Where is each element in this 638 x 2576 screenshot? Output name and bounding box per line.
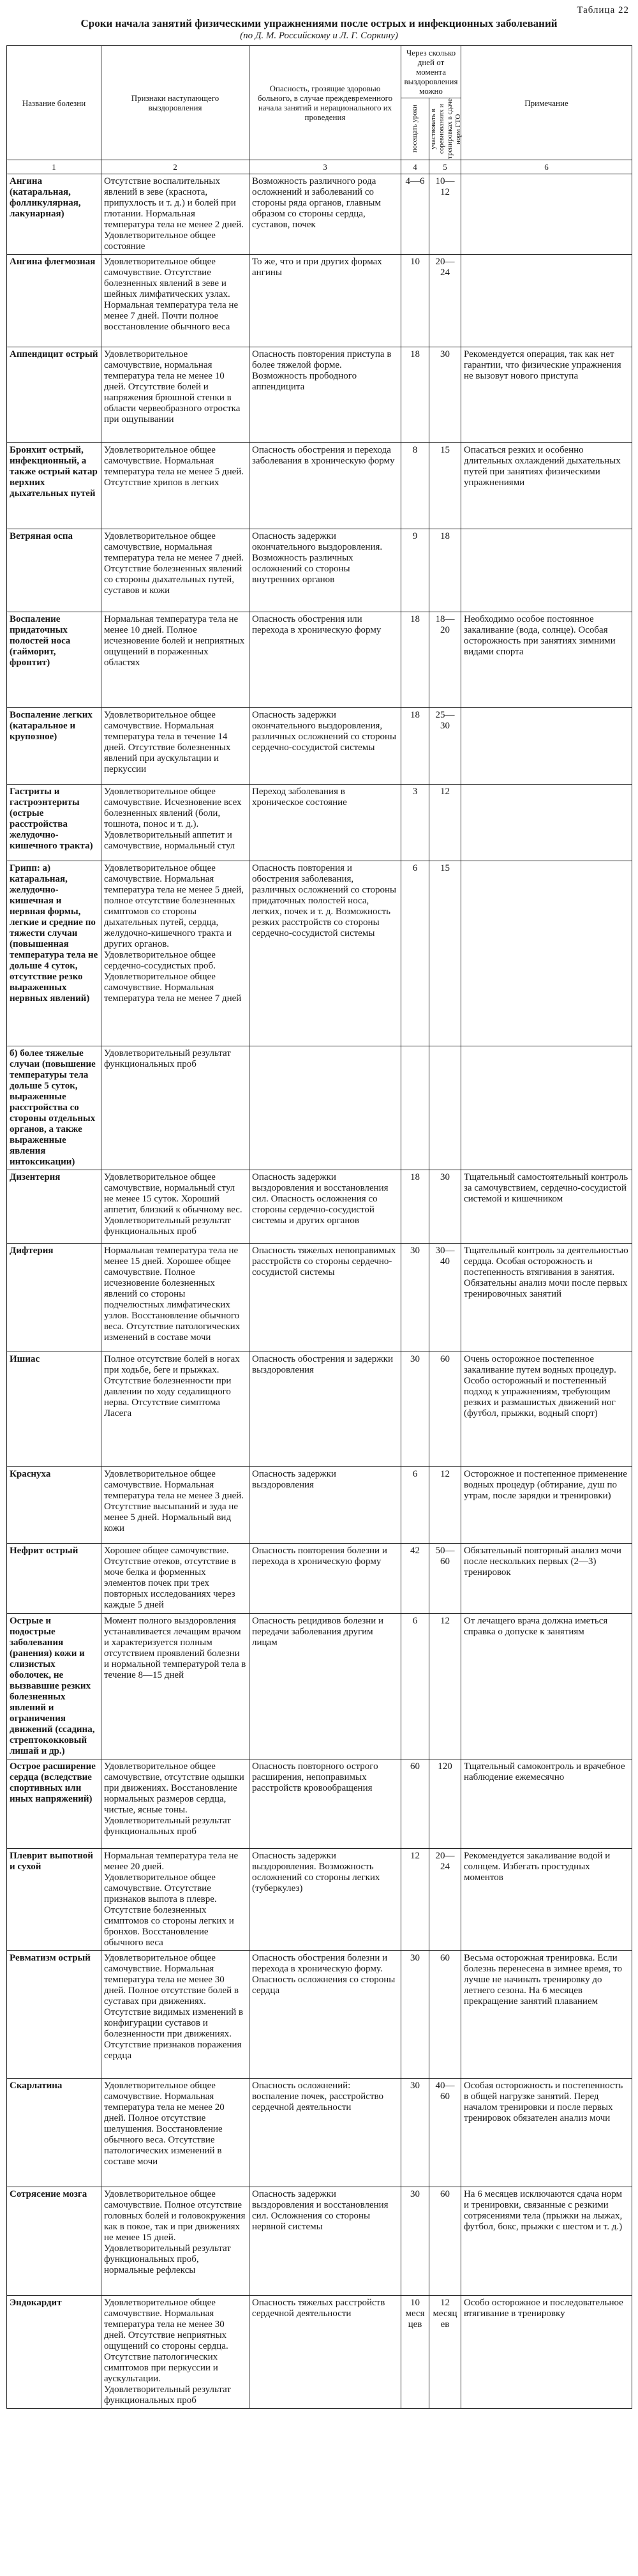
notes: Осторожное и постепенное применение водных процедур (обтирание, душ по утрам, после зарядки и тренировки) [461, 1467, 632, 1544]
table-row [7, 1951, 632, 2079]
days-competitions: 12 [429, 785, 461, 861]
recovery-table [6, 45, 632, 2409]
notes: Рекомендуется операция, так как нет гарантии, что физические упражнения не вызовут нового приступа [461, 347, 632, 443]
disease-name: Аппендицит острый [7, 347, 101, 443]
dangers: Опасность обострения болезни и перехода в хроническую форму. Опасность осложнения со стороны сердца [249, 1951, 401, 2079]
days-lessons: 18 [401, 347, 429, 443]
table-row [7, 443, 632, 529]
days-competitions: 30 [429, 1170, 461, 1244]
header-dangers: Опасность, грозящие здоровью больного, в случае преждевременного начала занятий и нерационального их проведения [249, 46, 401, 160]
dangers: Переход заболевания в хроническое состояние [249, 785, 401, 861]
table-row [7, 2296, 632, 2409]
days-competitions: 30—40 [429, 1244, 461, 1352]
days-competitions: 10—12 [429, 174, 461, 255]
column-number-row [7, 160, 632, 174]
table-label: Таблица 22 [577, 5, 629, 15]
recovery-signs: Удовлетворительное общее самочувствие. Нормальная температура тела не менее 20 дней. Полное отсутствие шелушения. Восстановление обычного веса. Отсутствие патологических изменений в составе мочи [101, 2079, 249, 2187]
days-competitions: 50—60 [429, 1544, 461, 1614]
header-days-group: Через сколько дней от момента выздоровления можно [401, 46, 461, 98]
recovery-signs: Удовлетворительное общее самочувствие, нормальный стул не менее 15 суток. Хороший аппетит, близкий к обычному вес. Удовлетворительный результат функциональных проб [101, 1170, 249, 1244]
recovery-signs: Удовлетворительное общее самочувствие. Исчезновение всех болезненных явлений (боли, тошнота, понос и т. д.). Удовлетворительный аппетит и самочувствие, нормальный стул [101, 785, 249, 861]
table-row [7, 1759, 632, 1849]
table-row [7, 1352, 632, 1467]
days-lessons: 18 [401, 1170, 429, 1244]
recovery-signs: Нормальная температура тела не менее 15 дней. Хорошее общее самочувствие. Полное исчезновение болезненных явлений со стороны подчелюстных лимфатических узлов. Восстановление обычного веса. Отсутствие патологических изменений в составе мочи [101, 1244, 249, 1352]
days-competitions: 18—20 [429, 612, 461, 708]
days-lessons: 8 [401, 443, 429, 529]
notes: Необходимо особое постоянное закаливание (вода, солнце). Особая осторожность при занятиях зимними видами спорта [461, 612, 632, 708]
days-lessons: 12 [401, 1849, 429, 1951]
dangers: Опасность повторения болезни и перехода в хроническую форму [249, 1544, 401, 1614]
recovery-signs: Полное отсутствие болей в ногах при ходьбе, беге и прыжках. Отсутствие болезненности при давлении по ходу седалищного нерва. Отсутствие симптома Ласега [101, 1352, 249, 1467]
days-competitions: 15 [429, 443, 461, 529]
days-lessons: 30 [401, 1244, 429, 1352]
disease-name: Ангина (катаральная, фолликулярная, лакунарная) [7, 174, 101, 255]
days-competitions: 30 [429, 347, 461, 443]
recovery-signs: Удовлетворительное общее самочувствие. Нормальная температура тела не менее 3 дней. Отсутствие высыпаний и зуда не менее 5 дней. Нормальный вид кожи [101, 1467, 249, 1544]
days-competitions: 12 месяцев [429, 2296, 461, 2409]
dangers: Опасность тяжелых расстройств сердечной деятельности [249, 2296, 401, 2409]
recovery-signs: Удовлетворительное самочувствие, нормальная температура тела не менее 10 дней. Отсутствие болей и напряжения брюшной стенки в области червеобразного отростка при ощупывании [101, 347, 249, 443]
disease-name: Краснуха [7, 1467, 101, 1544]
page-subtitle: (по Д. М. Российскому и Л. Г. Соркину) [240, 31, 398, 41]
recovery-signs: Удовлетворительное общее самочувствие. Полное отсутствие головных болей и головокружения как в покое, так и при движениях не менее 15 дней. Удовлетворительный результат функциональных проб, нормальные рефлексы [101, 2187, 249, 2296]
days-competitions: 20—24 [429, 255, 461, 347]
table-row [7, 612, 632, 708]
header-competitions [429, 98, 461, 160]
table-row [7, 2187, 632, 2296]
days-lessons: 10 [401, 255, 429, 347]
header-attend-lessons [401, 98, 429, 160]
notes [461, 708, 632, 785]
disease-name: б) более тяжелые случаи (повышение температуры тела дольше 5 суток, выраженные расстройства со стороны отдельных органов, а также выраженные явления интоксикации) [7, 1046, 101, 1170]
table-row [7, 785, 632, 861]
dangers: Опасность рецидивов болезни и передачи заболевания другим лицам [249, 1614, 401, 1759]
table-row [7, 174, 632, 255]
table-row [7, 861, 632, 1046]
days-lessons: 6 [401, 1467, 429, 1544]
recovery-signs: Нормальная температура тела не менее 10 дней. Полное исчезновение болей и неприятных ощущений в пораженных областях [101, 612, 249, 708]
days-lessons [401, 1046, 429, 1170]
days-lessons: 18 [401, 708, 429, 785]
recovery-signs: Удовлетворительное общее самочувствие. Нормальная температура тела не менее 5 дней. Отсутствие хрипов в легких [101, 443, 249, 529]
days-competitions: 60 [429, 2187, 461, 2296]
disease-name: Эндокардит [7, 2296, 101, 2409]
recovery-signs: Удовлетворительное общее самочувствие, отсутствие одышки при движениях. Восстановление нормальных размеров сердца, чистые, ясные тоны. Удовлетворительный результат функциональных проб [101, 1759, 249, 1849]
days-competitions: 25—30 [429, 708, 461, 785]
header-notes: Примечание [461, 46, 632, 160]
dangers: Опасность осложнений: воспаление почек, расстройство сердечной деятельности [249, 2079, 401, 2187]
recovery-signs: Момент полного выздоровления устанавливается лечащим врачом и характеризуется полным отсутствием проявлений болезни и нормальной температурой тела в течение 8—15 дней [101, 1614, 249, 1759]
notes [461, 174, 632, 255]
disease-name: Ревматизм острый [7, 1951, 101, 2079]
recovery-signs: Отсутствие воспалительных явлений в зеве (краснота, припухлость и т. д.) и болей при глотании. Нормальная температура тела не менее 2 дней. Удовлетворительное общее состояние [101, 174, 249, 255]
disease-name: Ангина флегмозная [7, 255, 101, 347]
notes: На 6 месяцев исключаются сдача норм и тренировки, связанные с резкими сотрясениями тела (прыжки на лыжах, футбол, бокс, прыжки с шестом и т. д.) [461, 2187, 632, 2296]
days-competitions: 12 [429, 1467, 461, 1544]
days-lessons: 6 [401, 1614, 429, 1759]
header-competitions-text: участвовать в соревнованиях и тренировках в сдаче норм ГТО [429, 98, 462, 160]
days-lessons: 9 [401, 529, 429, 612]
days-lessons: 30 [401, 1352, 429, 1467]
dangers: Опасность обострения и задержки выздоровления [249, 1352, 401, 1467]
dangers: Опасность задержки окончательного выздоровления, различных осложнений со стороны сердечно-сосудистой системы [249, 708, 401, 785]
days-competitions: 40—60 [429, 2079, 461, 2187]
disease-name: Бронхит острый, инфекционный, а также острый катар верхних дыхательных путей [7, 443, 101, 529]
notes: Особо осторожное и последовательное втягивание в тренировку [461, 2296, 632, 2409]
table-row [7, 347, 632, 443]
days-competitions: 60 [429, 1352, 461, 1467]
page-title: Сроки начала занятий физическими упражнениями после острых и инфекционных заболеваний [80, 17, 558, 29]
column-number: 4 [401, 160, 429, 174]
recovery-signs: Удовлетворительное общее самочувствие. Нормальная температура тела не менее 5 дней, полное отсутствие болезненных симптомов со стороны дыхательных путей, сердца, желудочно-кишечного тракта и других органов. Удовлетворительное общее сердечно-сосудистых проб. Удовлетворительное общее самочувствие. Нормальная температура тела не менее 7 дней [101, 861, 249, 1046]
disease-name: Нефрит острый [7, 1544, 101, 1614]
notes: Очень осторожное постепенное закаливание путем водных процедур. Особо осторожный и постепенный подход к упражнениям, требующим резких и размашистых движений ног (футбол, прыжки, водный спорт) [461, 1352, 632, 1467]
disease-name: Плеврит выпотной и сухой [7, 1849, 101, 1951]
recovery-signs: Удовлетворительное общее самочувствие. Отсутствие болезненных явлений в зеве и шейных лимфатических узлах. Нормальная температура тела не менее 7 дней. Почти полное восстановление обычного веса [101, 255, 249, 347]
column-number: 3 [249, 160, 401, 174]
days-lessons: 60 [401, 1759, 429, 1849]
days-lessons: 3 [401, 785, 429, 861]
disease-name: Воспаление придаточных полостей носа (гайморит, фронтит) [7, 612, 101, 708]
column-number: 1 [7, 160, 101, 174]
days-competitions: 120 [429, 1759, 461, 1849]
notes [461, 255, 632, 347]
days-lessons: 6 [401, 861, 429, 1046]
dangers: Опасность задержки окончательного выздоровления. Возможность различных осложнений со стороны внутренних органов [249, 529, 401, 612]
recovery-signs: Хорошее общее самочувствие. Отсутствие отеков, отсутствие в моче белка и форменных элементов почек при трех повторных исследованиях через каждые 5 дней [101, 1544, 249, 1614]
table-row [7, 1614, 632, 1759]
recovery-signs: Удовлетворительное общее самочувствие, нормальная температура тела не менее 7 дней. Отсутствие болезненных явлений со стороны дыхательных путей, суставов и кожи [101, 529, 249, 612]
notes [461, 785, 632, 861]
days-competitions: 18 [429, 529, 461, 612]
recovery-signs: Удовлетворительное общее самочувствие. Нормальная температура тела в течение 14 дней. Отсутствие болезненных явлений при аускультации и перкуссии [101, 708, 249, 785]
column-number: 5 [429, 160, 461, 174]
disease-name: Сотрясение мозга [7, 2187, 101, 2296]
recovery-signs: Нормальная температура тела не менее 20 дней. Удовлетворительное общее самочувствие. Отсутствие признаков выпота в плевре. Отсутствие болезненных симптомов со стороны легких и бронхов. Восстановление обычного веса [101, 1849, 249, 1951]
dangers: Опасность обострения или перехода в хроническую форму [249, 612, 401, 708]
column-number: 2 [101, 160, 249, 174]
table-row [7, 2079, 632, 2187]
table-row [7, 708, 632, 785]
days-lessons: 10 месяцев [401, 2296, 429, 2409]
disease-name: Дифтерия [7, 1244, 101, 1352]
table-row [7, 529, 632, 612]
disease-name: Ветряная оспа [7, 529, 101, 612]
disease-name: Ишиас [7, 1352, 101, 1467]
disease-name: Острое расширение сердца (вследствие спортивных или иных напряжений) [7, 1759, 101, 1849]
days-competitions: 20—24 [429, 1849, 461, 1951]
dangers [249, 1046, 401, 1170]
disease-name: Грипп: а) катаральная, желудочно-кишечная и нервная формы, легкие и средние по тяжести случаи (повышенная температура тела не дольше 4 суток, отсутствие резко выраженных нервных явлений) [7, 861, 101, 1046]
dangers: То же, что и при других формах ангины [249, 255, 401, 347]
disease-name: Скарлатина [7, 2079, 101, 2187]
notes: Рекомендуется закаливание водой и солнцем. Избегать простудных моментов [461, 1849, 632, 1951]
dangers: Опасность задержки выздоровления и восстановления сил. Опасность осложнения со стороны сердечно-сосудистой системы и других органов [249, 1170, 401, 1244]
page [6, 5, 632, 2409]
days-competitions: 15 [429, 861, 461, 1046]
days-competitions: 12 [429, 1614, 461, 1759]
days-lessons: 30 [401, 1951, 429, 2079]
disease-name: Дизентерия [7, 1170, 101, 1244]
dangers: Опасность повторного острого расширения, непоправимых расстройств кровообращения [249, 1759, 401, 1849]
header-attend-lessons-text: посещать уроки [411, 105, 419, 153]
days-lessons: 18 [401, 612, 429, 708]
dangers: Опасность задержки выздоровления. Возможность осложнений со стороны легких (туберкулез) [249, 1849, 401, 1951]
notes: Тщательный контроль за деятельностью сердца. Особая осторожность и постепенность втягивания в занятия. Обязательны анализ мочи после первых тренировочных занятий [461, 1244, 632, 1352]
header-recovery-signs: Признаки наступающего выздоровления [101, 46, 249, 160]
notes: Обязательный повторный анализ мочи после нескольких первых (2—3) тренировок [461, 1544, 632, 1614]
table-row [7, 1544, 632, 1614]
table-row [7, 255, 632, 347]
notes [461, 861, 632, 1046]
dangers: Опасность задержки выздоровления и восстановления сил. Осложнения со стороны нервной системы [249, 2187, 401, 2296]
dangers: Опасность задержки выздоровления [249, 1467, 401, 1544]
notes: Весьма осторожная тренировка. Если болезнь перенесена в зимнее время, то лучше не начинать тренировку до летнего сезона. На 6 месяцев прекращение занятий плаванием [461, 1951, 632, 2079]
dangers: Опасность обострения и перехода заболевания в хроническую форму [249, 443, 401, 529]
table-row [7, 1849, 632, 1951]
table-row [7, 1244, 632, 1352]
disease-name: Гастриты и гастроэнтериты (острые расстройства желудочно-кишечного тракта) [7, 785, 101, 861]
days-lessons: 30 [401, 2187, 429, 2296]
days-competitions [429, 1046, 461, 1170]
notes [461, 529, 632, 612]
notes: Тщательный самостоятельный контроль за самочувствием, сердечно-сосудистой системой и кишечником [461, 1170, 632, 1244]
notes: Особая осторожность и постепенность в общей нагрузке занятий. Перед началом тренировки и после первых тренировок обязателен анализ мочи [461, 2079, 632, 2187]
days-lessons: 42 [401, 1544, 429, 1614]
notes [461, 1046, 632, 1170]
recovery-signs: Удовлетворительное общее самочувствие. Нормальная температура тела не менее 30 дней. Полное отсутствие болей в суставах при движениях. Отсутствие видимых изменений в конфигурации суставов и болезненности при движениях. Отсутствие признаков поражения сердца [101, 1951, 249, 2079]
notes: От лечащего врача должна иметься справка о допуске к занятиям [461, 1614, 632, 1759]
notes: Тщательный самоконтроль и врачебное наблюдение ежемесячно [461, 1759, 632, 1849]
table-row [7, 1170, 632, 1244]
recovery-signs: Удовлетворительный результат функциональных проб [101, 1046, 249, 1170]
dangers: Опасность тяжелых непоправимых расстройств со стороны сердечно-сосудистой системы [249, 1244, 401, 1352]
header-disease: Название болезни [7, 46, 101, 160]
disease-name: Острые и подострые заболевания (ранения) кожи и слизистых оболочек, не вызвавшие резких болезненных явлений и ограничения движений (ссадина, стрептококковый лишай и др.) [7, 1614, 101, 1759]
table-row [7, 1467, 632, 1544]
dangers: Возможность различного рода осложнений и заболеваний со стороны ряда органов, главным образом со стороны сердца, суставов, почек [249, 174, 401, 255]
column-number: 6 [461, 160, 632, 174]
recovery-signs: Удовлетворительное общее самочувствие. Нормальная температура тела не менее 30 дней. Отсутствие неприятных ощущений со стороны сердца. Отсутствие патологических симптомов при перкуссии и аускультации. Удовлетворительный результат функциональных проб [101, 2296, 249, 2409]
days-lessons: 30 [401, 2079, 429, 2187]
days-lessons: 4—6 [401, 174, 429, 255]
dangers: Опасность повторения и обострения заболевания, различных осложнений со стороны придаточных полостей носа, легких, почек и т. д. Возможность резких расстройств со стороны сердечно-сосудистой системы [249, 861, 401, 1046]
dangers: Опасность повторения приступа в более тяжелой форме. Возможность прободного аппендицита [249, 347, 401, 443]
table-row [7, 1046, 632, 1170]
notes: Опасаться резких и особенно длительных охлаждений дыхательных путей при занятиях физическими упражнениями [461, 443, 632, 529]
days-competitions: 60 [429, 1951, 461, 2079]
disease-name: Воспаление легких (катаральное и крупозное) [7, 708, 101, 785]
